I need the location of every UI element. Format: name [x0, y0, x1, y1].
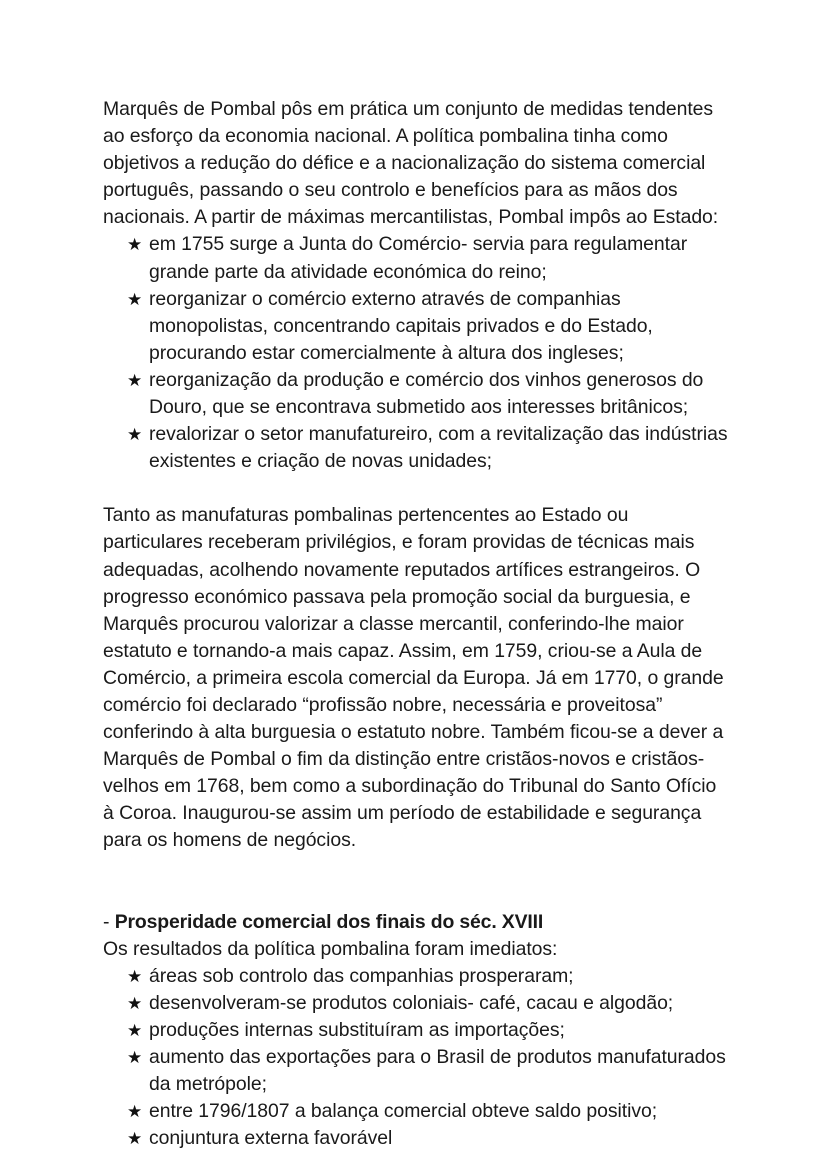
list-item [103, 1017, 728, 1044]
star-icon: ★ [127, 1048, 143, 1067]
list-item-text: áreas sob controlo das companhias prosperaram; [149, 964, 574, 987]
star-icon: ★ [127, 235, 143, 255]
list-item [103, 963, 728, 990]
list-item [103, 1125, 728, 1152]
star-icon: ★ [127, 1102, 143, 1122]
measures-list [103, 231, 728, 475]
paragraph-manufactures: Tanto as manufaturas pombalinas pertencentes ao Estado ou particulares receberam privilégios, e foram providas de técnicas mais adequadas, acolhendo novamente reputados artífices estrangeiros. O progresso económico passava pela promoção social da burguesia, e Marquês procurou valorizar a classe mercantil, conferindo-lhe maior estatuto e tornando-a mais capaz. Assim, em 1759, criou-se a Aula de Comércio, a primeira escola comercial da Europa. Já em 1770, o grande comércio foi declarado “profissão nobre, necessária e proveitosa” conferindo à alta burguesia o estatuto nobre. Também ficou-se a dever a Marquês de Pombal o fim da distinção entre cristãos-novos e cristãos-velhos em 1768, bem como a subordinação do Tribunal do Santo Ofício à Coroa. Inaugurou-se assim um período de estabilidade e segurança para os homens de negócios. [103, 504, 724, 852]
list-item-text: conjuntura externa favorável [149, 1127, 393, 1150]
star-icon: ★ [127, 993, 143, 1013]
list-item-text: aumento das exportações para o Brasil de produtos manufaturados da metrópole; [149, 1046, 726, 1096]
paragraph-results: Os resultados da política pombalina foram imediatos: [103, 937, 558, 960]
document-body [103, 96, 728, 1152]
list-item [103, 231, 728, 285]
heading-title: Prosperidade comercial dos finais do séc. XVIII [114, 910, 544, 933]
list-item-text: em 1755 surge a Junta do Comércio- servia para regulamentar grande parte da atividade económica do reino; [149, 233, 688, 283]
star-icon: ★ [127, 1020, 143, 1040]
list-item [103, 1098, 728, 1125]
list-item [103, 286, 728, 367]
list-item [103, 990, 728, 1017]
section-spacer [103, 855, 728, 909]
heading-prefix: - [103, 910, 115, 933]
list-item-text: reorganização da produção e comércio dos vinhos generosos do Douro, que se encontrava submetido aos interesses britânicos; [149, 368, 704, 419]
star-icon: ★ [127, 966, 143, 986]
star-icon: ★ [127, 370, 143, 390]
star-icon: ★ [127, 425, 143, 445]
star-icon: ★ [127, 1129, 143, 1149]
list-item [103, 367, 728, 421]
list-item [103, 421, 728, 475]
list-item-text: entre 1796/1807 a balança comercial obteve saldo positivo; [149, 1100, 658, 1123]
list-item-text: revalorizar o setor manufatureiro, com a revitalização das indústrias existentes e criação de novas unidades; [149, 423, 728, 473]
section-spacer [103, 475, 728, 502]
section-heading [103, 909, 728, 936]
list-item [103, 1044, 728, 1098]
paragraph-intro: Marquês de Pombal pôs em prática um conjunto de medidas tendentes ao esforço da economia nacional. A política pombalina tinha como objetivos a redução do défice e a nacionalização do sistema comercial português, passando o seu controlo e benefícios para as mãos dos nacionais. A partir de máximas mercantilistas, Pombal impôs ao Estado: [103, 98, 719, 229]
results-list [103, 963, 728, 1153]
star-icon: ★ [127, 289, 143, 309]
list-item-text: desenvolveram-se produtos coloniais- café, cacau e algodão; [149, 991, 674, 1014]
list-item-text: produções internas substituíram as importações; [149, 1018, 565, 1041]
list-item-text: reorganizar o comércio externo através de companhias monopolistas, concentrando capitais privados e do Estado, procurando estar comercialmente à altura dos ingleses; [149, 287, 653, 364]
